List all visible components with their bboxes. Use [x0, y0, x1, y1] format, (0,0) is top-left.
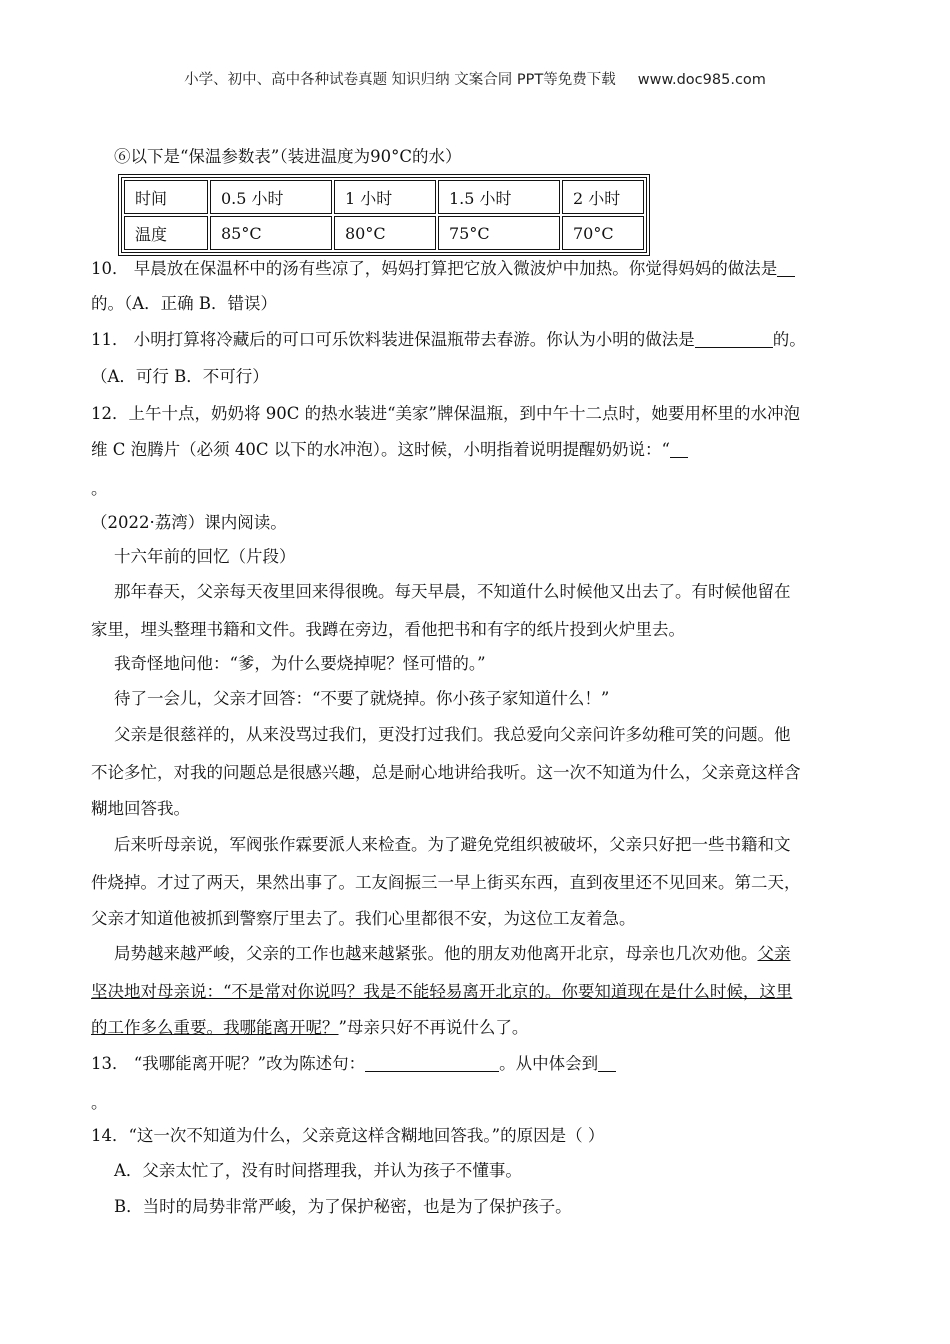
passage-line: 不论多忙，对我的问题总是很感兴趣，总是耐心地讲给我听。这一次不知道为什么，父亲竟这样含	[91, 763, 801, 782]
passage-paragraph-1: 那年春天，父亲每天夜里回来得很晚。每天早晨，不知道什么时候他又出去了。有时候他留在	[114, 582, 791, 601]
answer-blank[interactable]	[777, 258, 795, 277]
passage-line: 件烧掉。才过了两天，果然出事了。工友阎振三一早上街买东西，直到夜里还不见回来。第二天，	[91, 873, 801, 892]
question-10-options: 的。（A．正确 B．错误）	[91, 294, 278, 313]
question-13-text: 13． “我哪能离开呢？”改为陈述句：	[91, 1054, 366, 1073]
question-11	[91, 329, 806, 351]
table-cell: 70°C	[562, 216, 644, 250]
page-header	[0, 68, 950, 89]
underlined-quote: 的工作多么重要。我哪能离开呢？	[91, 1018, 339, 1037]
table-cell: 85°C	[210, 216, 332, 250]
passage-line: 父亲才知道他被抓到警察厅里去了。我们心里都很不安，为这位工友着急。	[91, 909, 636, 928]
question-10-text: 10． 早晨放在保温杯中的汤有些凉了，妈妈打算把它放入微波炉中加热。你觉得妈妈的做法是	[91, 259, 778, 278]
question-11-options: （A．可行 B．不可行）	[91, 367, 269, 386]
table-row	[124, 216, 644, 250]
table-cell: 1 小时	[334, 180, 436, 214]
passage-title: 十六年前的回忆（片段）	[114, 547, 296, 566]
question-12-end: 。	[91, 479, 108, 498]
passage-paragraph-3: 待了一会儿，父亲才回答：“不要了就烧掉。你小孩子家知道什么！”	[114, 689, 610, 708]
underlined-quote: 父亲	[757, 944, 791, 963]
section-source: （2022·荔湾）课内阅读。	[91, 513, 287, 532]
table-cell: 2 小时	[562, 180, 644, 214]
question-13	[91, 1053, 616, 1075]
table-cell: 0.5 小时	[210, 180, 332, 214]
answer-blank[interactable]	[670, 439, 688, 458]
passage-line: 家里，埋头整理书籍和文件。我蹲在旁边，看他把书和有字的纸片投到火炉里去。	[91, 620, 685, 639]
header-url[interactable]: www.doc985.com	[637, 72, 766, 88]
header-text: 小学、初中、高中各种试卷真题 知识归纳 文案合同 PPT等免费下载	[184, 72, 616, 88]
passage-text: ”母亲只好不再说什么了。	[338, 1018, 529, 1037]
table-intro: ⑥以下是“保温参数表”（装进温度为90°C的水）	[114, 147, 462, 166]
option-b[interactable]: B．当时的局势非常严峻，为了保护秘密，也是为了保护孩子。	[114, 1197, 572, 1216]
passage-text: 局势越来越严峻，父亲的工作也越来越紧张。他的朋友劝他离开北京，母亲也几次劝他。	[114, 944, 758, 963]
table-cell: 温度	[124, 216, 208, 250]
table-cell: 时间	[124, 180, 208, 214]
passage-paragraph-6	[114, 943, 791, 965]
table-row	[124, 180, 644, 214]
question-12-line2	[91, 439, 688, 461]
question-11-text-end: 的。	[772, 330, 806, 349]
question-14: 14．“这一次不知道为什么，父亲竟这样含糊地回答我。”的原因是（ ）	[91, 1126, 605, 1145]
answer-blank[interactable]	[365, 1053, 499, 1072]
question-13-end: 。	[91, 1093, 108, 1112]
passage-paragraph-2: 我奇怪地问他：“爹，为什么要烧掉呢？怪可惜的。”	[114, 654, 486, 673]
insulation-parameter-table	[121, 177, 647, 253]
question-13-text-mid: 。从中体会到	[499, 1054, 599, 1073]
question-12: 12．上午十点，奶奶将 90C 的热水装进“美家”牌保温瓶，到中午十二点时，她要用杯里的水冲泡	[91, 404, 800, 423]
answer-blank[interactable]	[695, 329, 773, 348]
table-cell: 80°C	[334, 216, 436, 250]
question-12-text: 维 C 泡腾片（必须 40C 以下的水冲泡）。这时候，小明指着说明提醒奶奶说：“	[91, 440, 670, 459]
table-cell: 75°C	[438, 216, 560, 250]
underlined-quote: 坚决地对母亲说：“不是常对你说吗？我是不能轻易离开北京的。你要知道现在是什么时候，这里	[91, 982, 793, 1001]
passage-paragraph-5: 后来听母亲说，军阀张作霖要派人来检查。为了避免党组织被破坏，父亲只好把一些书籍和文	[114, 835, 791, 854]
option-a[interactable]: A．父亲太忙了，没有时间搭理我，并认为孩子不懂事。	[114, 1161, 522, 1180]
question-11-text: 11． 小明打算将冷藏后的可口可乐饮料装进保温瓶带去春游。你认为小明的做法是	[91, 330, 695, 349]
question-10	[91, 258, 795, 280]
passage-paragraph-4: 父亲是很慈祥的，从来没骂过我们，更没打过我们。我总爱向父亲问许多幼稚可笑的问题。他	[114, 725, 791, 744]
passage-line	[91, 1017, 528, 1039]
table-cell: 1.5 小时	[438, 180, 560, 214]
passage-line: 糊地回答我。	[91, 799, 190, 818]
answer-blank[interactable]	[598, 1053, 616, 1072]
